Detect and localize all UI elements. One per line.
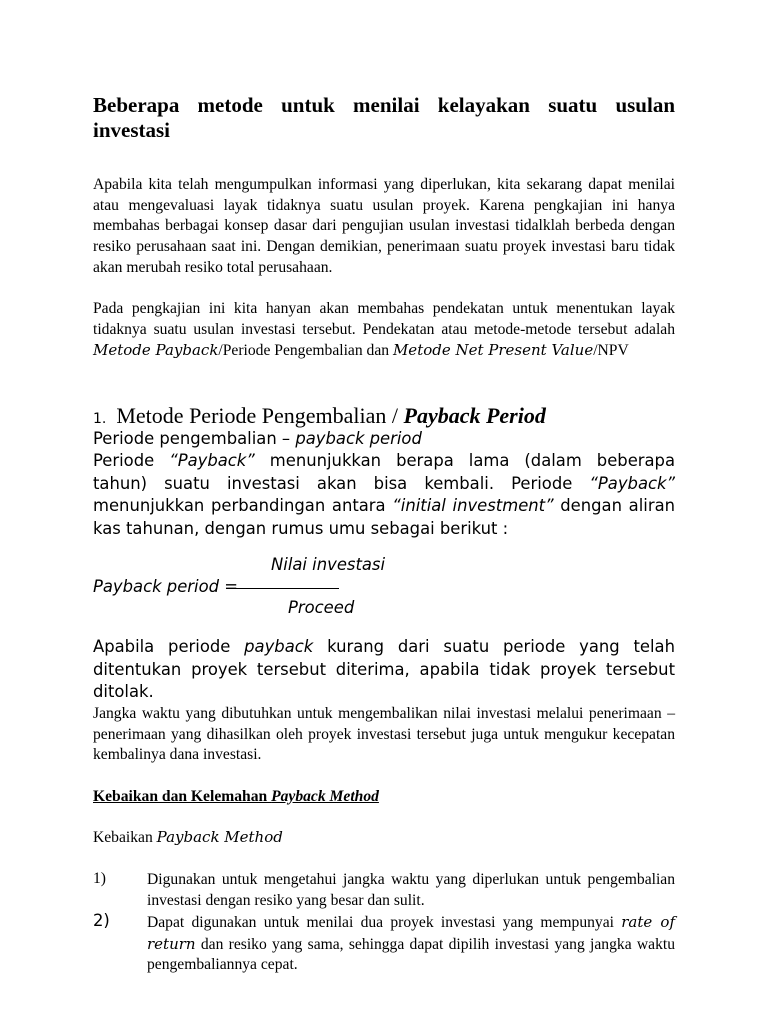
page-title: Beberapa metode untuk menilai kelayakan suatu usulan investasi [93, 93, 675, 142]
para-text-g: dengan aliran kas tahunan, dengan rumus umu sebagai berikut : [93, 496, 675, 538]
intro-p2-end: /NPV [593, 342, 629, 360]
section-1-paragraph [93, 450, 675, 540]
kebaikan-italic: Payback Method [156, 828, 283, 846]
subtitle-italic: payback period [295, 429, 422, 448]
kebaikan-label [93, 828, 283, 847]
list-item-number: 2) [93, 911, 110, 930]
metode-payback-term: Metode Payback [93, 341, 219, 360]
para2-text-a: Apabila periode [93, 637, 245, 656]
intro-p2-mid: /Periode Pengembalian dan [218, 342, 393, 360]
list-item-text [147, 912, 675, 976]
payback-quote-1: “Payback” [169, 451, 255, 470]
list-item-number: 1) [93, 870, 106, 887]
section-1-subtitle [93, 428, 675, 451]
intro-p2-text: Pada pengkajian ini kita hanyan akan membahas pendekatan untuk menentukan layak tidaknya suatu usulan investasi tersebut. Pendekatan atau metode-metode tersebut adalah [93, 300, 675, 338]
list-item-text-c: dan resiko yang sama, sehingga dapat dipilih investasi yang jangka waktu pengembaliannya cepat. [147, 935, 675, 973]
intro-paragraph-2 [93, 299, 675, 362]
list-item-text-a: Dapat digunakan untuk menilai dua proyek investasi yang mempunyai [147, 914, 622, 931]
para-text-a: Periode [93, 451, 170, 470]
para-text-c: menunjukkan berapa lama (dalam beberapa tahun) suatu investasi akan bisa kembali. Periode [93, 451, 676, 493]
fraction-line [231, 588, 339, 589]
section-number: 1. [93, 411, 107, 427]
para2-text-c: kurang dari suatu periode yang telah ditentukan proyek tersebut diterima, apabila tidak proyek tersebut ditolak. [93, 637, 675, 701]
section-heading-text: Metode Periode Pengembalian / [116, 403, 404, 428]
subheading-text: Kebaikan dan Kelemahan [93, 788, 272, 805]
metode-npv-term: Metode Net Present Value [392, 341, 594, 360]
kebaikan-kelemahan-heading [93, 788, 379, 806]
kebaikan-text: Kebaikan [93, 829, 157, 846]
section-1-paragraph-2 [93, 636, 675, 704]
formula-lhs: Payback period = [93, 577, 238, 596]
formula-denominator: Proceed [288, 598, 355, 617]
subtitle-text: Periode pengembalian – [93, 429, 296, 448]
subheading-italic: Payback Method [271, 788, 379, 805]
intro-paragraph-1: Apabila kita telah mengumpulkan informasi yang diperlukan, kita sekarang dapat menilai atau mengevaluasi layak tidaknya suatu usulan proyek. Karena pengkajian ini hanya membahas berbagai konsep dasar dari pengujian usulan investasi tidalklah berbeda dengan resiko perusahaan saat ini. Dengan demikian, penerimaan suatu proyek investasi baru tidak akan merubah resiko total perusahaan. [93, 176, 675, 276]
formula-numerator: Nilai investasi [271, 555, 386, 574]
para-text-e: menunjukkan perbandingan antara [93, 496, 393, 515]
section-heading-italic: Payback Period [403, 403, 546, 428]
rate-of-return-term: rate of return [147, 913, 675, 953]
initial-investment-quote: “initial investment” [392, 496, 554, 515]
payback-quote-2: “Payback” [589, 473, 675, 493]
list-item-text: Digunakan untuk mengetahui jangka waktu yang diperlukan untuk pengembalian investasi dengan resiko yang besar dan sulit. [147, 871, 675, 909]
para2-payback: payback [244, 637, 314, 656]
payback-formula [93, 550, 675, 620]
section-1-paragraph-3: Jangka waktu yang dibutuhkan untuk mengembalikan nilai investasi melalui penerimaan – penerimaan yang dihasilkan oleh proyek investasi tersebut juga untuk mengukur kecepatan kembalinya dana investasi. [93, 705, 675, 764]
